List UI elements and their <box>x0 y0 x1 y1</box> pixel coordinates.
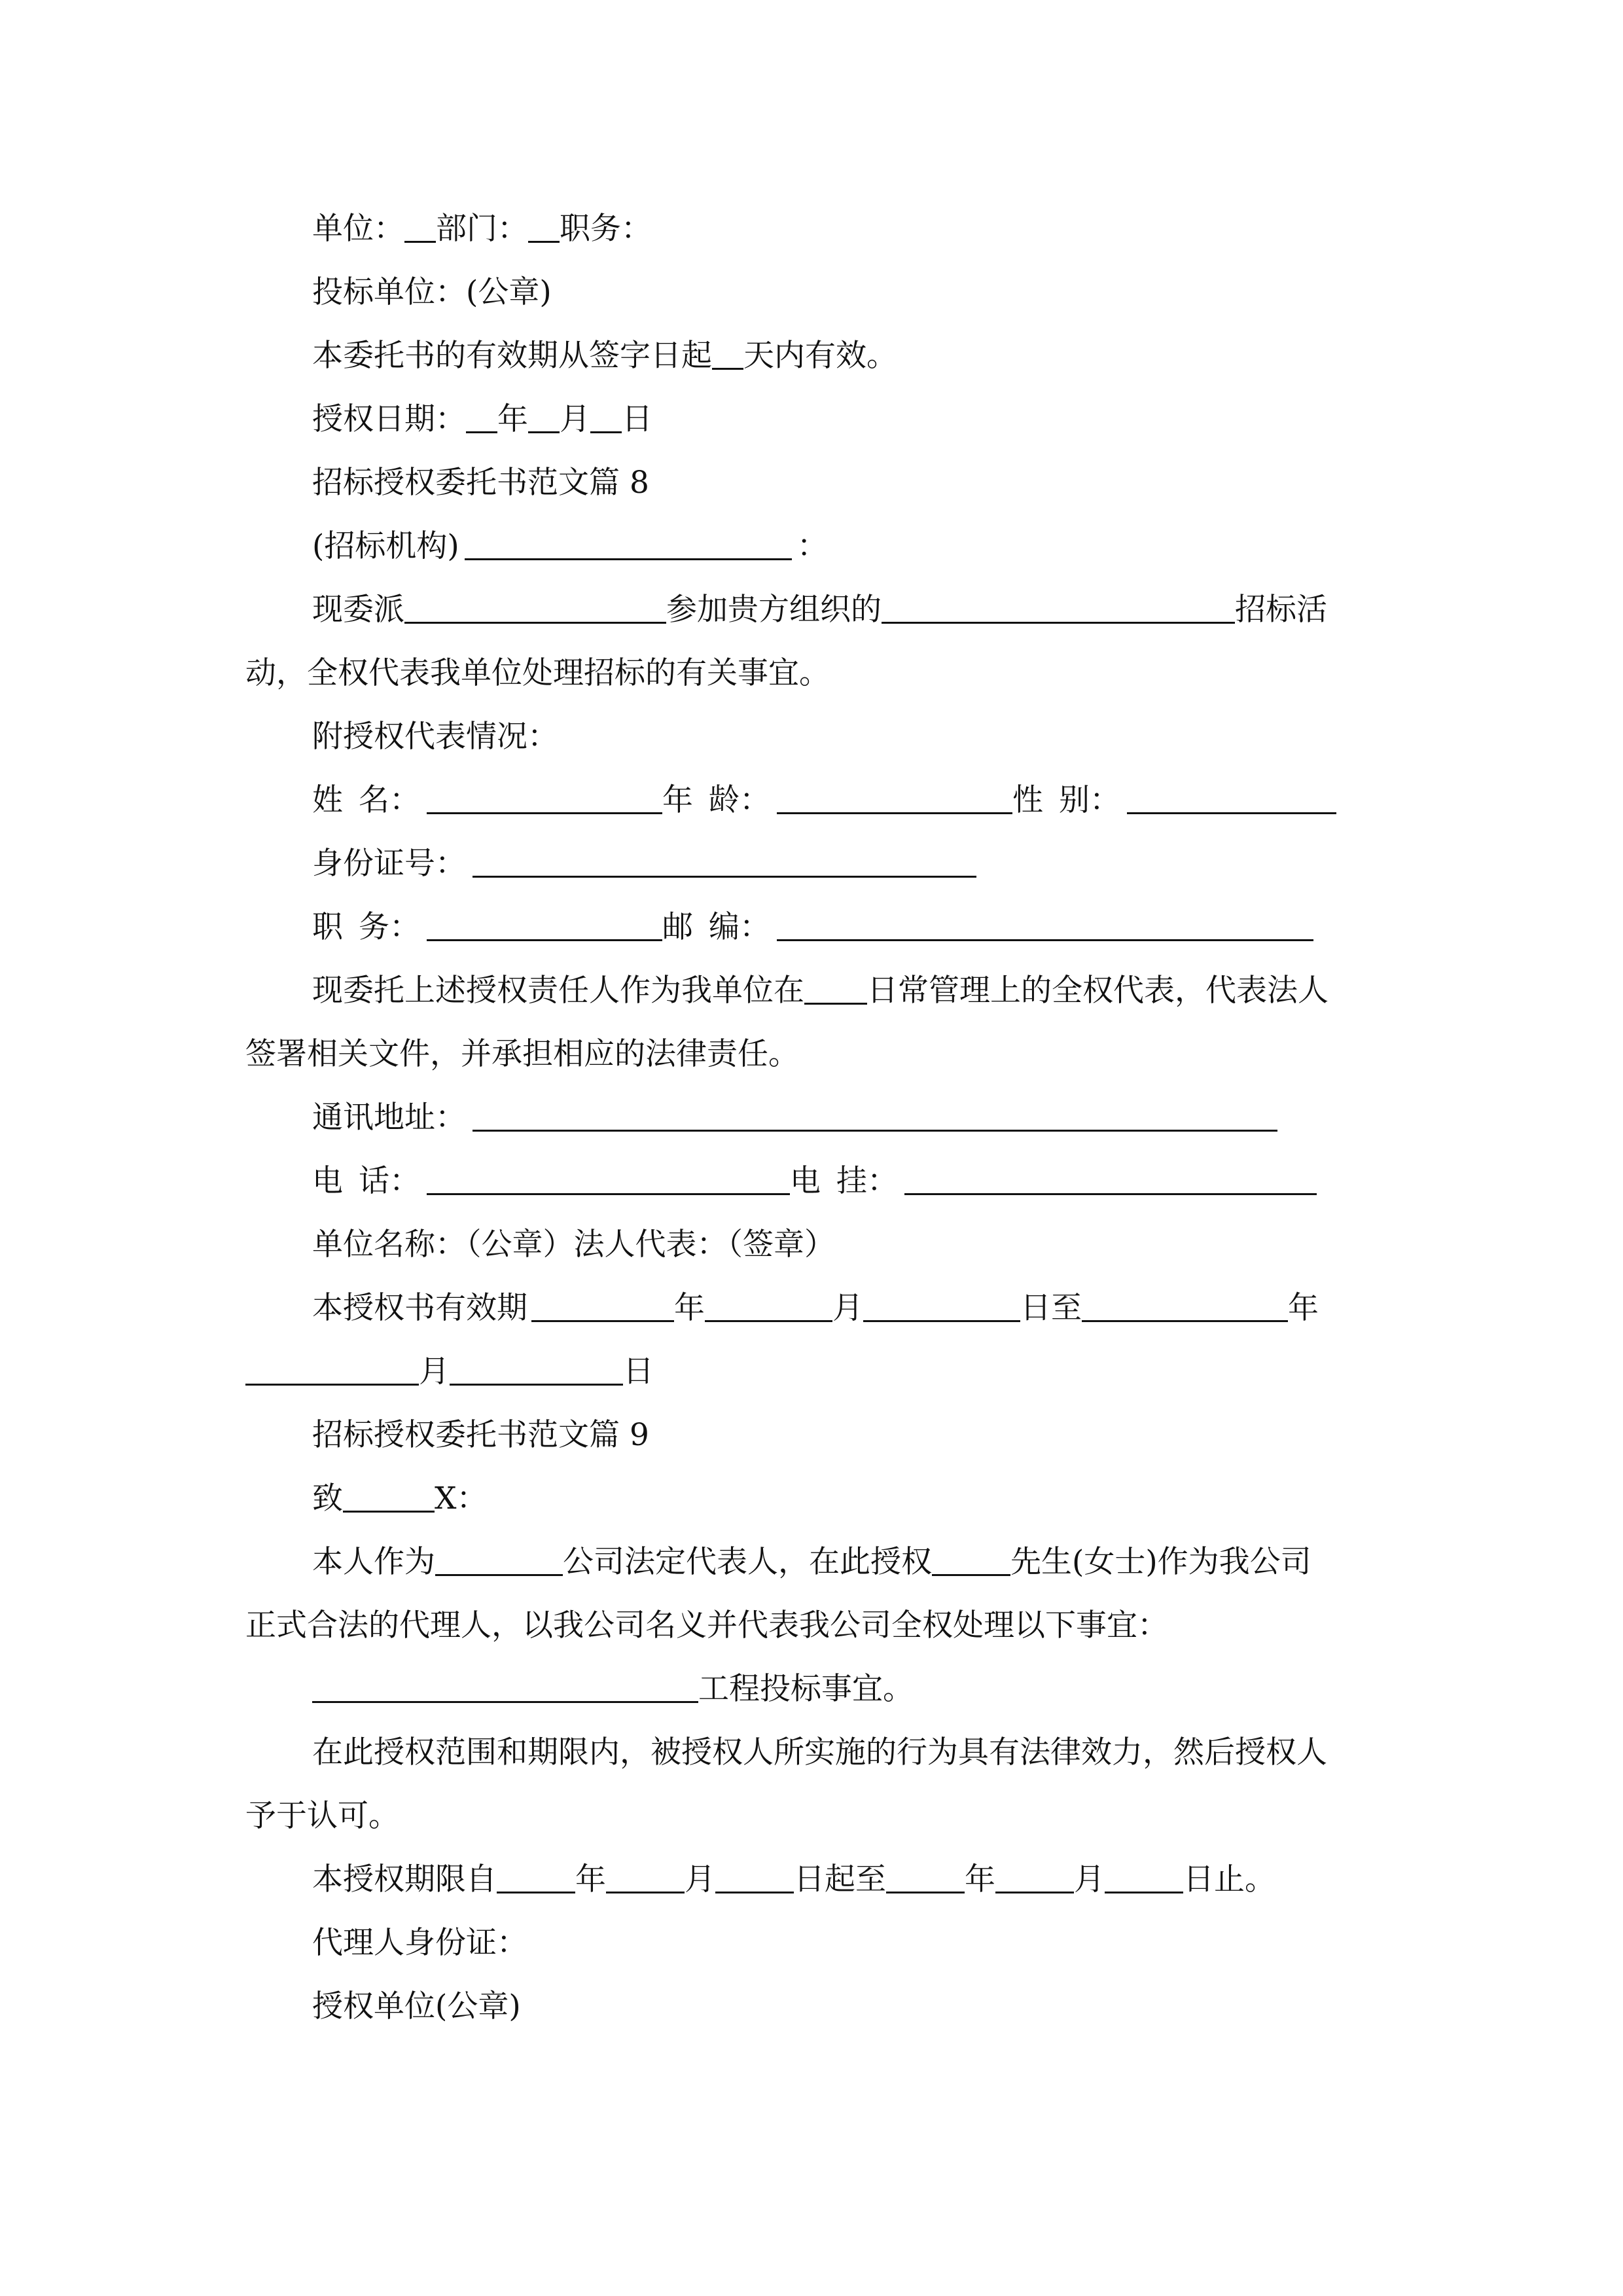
gender-label-2: 别： <box>1059 782 1120 818</box>
position-label: 职务： <box>560 211 652 247</box>
name-label-1: 姓 <box>312 782 343 818</box>
entrust-text-2: 日常管理上的全权代表，代表法人 <box>867 973 1329 1009</box>
entrust-line-cont <box>245 1035 1378 1074</box>
entrust-blank[interactable] <box>804 974 867 1005</box>
year-blank[interactable] <box>466 403 497 433</box>
validity-period-label: 本授权书有效期 <box>312 1290 527 1326</box>
gender-blank[interactable] <box>1127 783 1336 814</box>
name-label-2: 名： <box>359 782 420 818</box>
end-month-label: 月 <box>419 1354 450 1390</box>
tender-agency-blank[interactable] <box>465 529 792 560</box>
auth-text-1: 本人作为 <box>312 1544 435 1580</box>
auth-text-3: 先生(女士)作为我公司 <box>1010 1544 1311 1580</box>
validity-text: 本委托书的有效期从签字日起 <box>312 338 712 374</box>
tender-agency-label: (招标机构) <box>312 528 459 564</box>
validity-period-line <box>312 1289 1444 1328</box>
id-number-line <box>312 844 1444 884</box>
auth-date-label: 授权日期： <box>312 401 466 437</box>
period-start-year-blank[interactable] <box>497 1863 575 1893</box>
unit-name-text: 单位名称：（公章）法人代表：（签章） <box>312 1227 835 1263</box>
period-end-month-label: 月 <box>1074 1861 1105 1897</box>
telegraph-blank[interactable] <box>904 1164 1317 1195</box>
addressee-blank[interactable] <box>343 1482 435 1513</box>
start-year-label: 年 <box>674 1290 705 1326</box>
project-text: 工程投标事宜。 <box>698 1671 914 1707</box>
addressee-suffix: X： <box>435 1480 488 1516</box>
days-blank[interactable] <box>712 339 743 370</box>
period-start-month-label: 月 <box>685 1861 715 1897</box>
postcode-label-1: 邮 <box>662 909 693 945</box>
activity-blank[interactable] <box>882 593 1235 624</box>
age-blank[interactable] <box>777 783 1012 814</box>
scope-line <box>312 1733 1444 1772</box>
telegraph-label-1: 电 <box>790 1163 821 1199</box>
section-title-8: 招标授权委托书范文篇 8 <box>312 465 649 501</box>
id-number-blank[interactable] <box>473 847 976 878</box>
entrust-cont-text: 签署相关文件，并承担相应的法律责任。 <box>245 1036 799 1072</box>
end-day-blank[interactable] <box>450 1355 623 1386</box>
position-label-2: 务： <box>359 909 420 945</box>
end-month-blank[interactable] <box>245 1355 419 1386</box>
validity-suffix: 天内有效。 <box>743 338 897 374</box>
entrust-text: 现委托上述授权责任人作为我单位在 <box>312 973 804 1009</box>
month-label: 月 <box>560 401 590 437</box>
telegraph-label-2: 挂： <box>836 1163 898 1199</box>
bidder-seal-line <box>312 273 1444 312</box>
section-heading-9 <box>312 1416 1444 1455</box>
section-heading-8 <box>312 463 1444 503</box>
start-month-label: 月 <box>832 1290 863 1326</box>
auth-text-2: 公司法定代表人，在此授权 <box>563 1544 932 1580</box>
phone-blank[interactable] <box>427 1164 790 1195</box>
period-end-month-blank[interactable] <box>995 1863 1074 1893</box>
participate-text: 参加贵方组织的 <box>666 592 882 628</box>
rep-info-label: 附授权代表情况： <box>312 719 558 755</box>
delegate-line-cont <box>245 654 1378 693</box>
year-label: 年 <box>497 401 528 437</box>
end-year-label: 年 <box>1288 1290 1319 1326</box>
position-label-1: 职 <box>312 909 343 945</box>
phone-label-2: 话： <box>359 1163 420 1199</box>
company-blank[interactable] <box>435 1545 563 1576</box>
authorization-line <box>312 1543 1444 1582</box>
start-month-blank[interactable] <box>705 1291 832 1322</box>
period-start-day-blank[interactable] <box>715 1863 794 1893</box>
period-end-day-blank[interactable] <box>1105 1863 1183 1893</box>
start-day-blank[interactable] <box>863 1291 1020 1322</box>
month-blank[interactable] <box>528 403 560 433</box>
dept-blank[interactable] <box>404 212 436 243</box>
scope-line-cont <box>245 1797 1378 1836</box>
end-day-label: 日 <box>623 1354 654 1390</box>
unit-name-line <box>312 1225 1444 1265</box>
period-start-day-label: 日起至 <box>794 1861 886 1897</box>
start-year-blank[interactable] <box>531 1291 674 1322</box>
agent-name-blank[interactable] <box>932 1545 1010 1576</box>
authorization-line-cont <box>245 1606 1378 1645</box>
auth-date-line <box>312 400 1444 439</box>
period-end-year-blank[interactable] <box>886 1863 965 1893</box>
phone-line <box>312 1162 1444 1201</box>
section-title-9: 招标授权委托书范文篇 9 <box>312 1417 649 1453</box>
agent-id-line <box>312 1924 1444 1963</box>
period-end-year-label: 年 <box>965 1861 995 1897</box>
validity-line <box>312 336 1444 376</box>
position-blank[interactable] <box>528 212 560 243</box>
period-start-year-label: 年 <box>575 1861 606 1897</box>
day-label: 日 <box>622 401 652 437</box>
age-label-2: 龄： <box>709 782 770 818</box>
period-end-day-label: 日止。 <box>1183 1861 1275 1897</box>
auth-period-line <box>312 1860 1444 1899</box>
address-blank[interactable] <box>473 1101 1277 1132</box>
validity-period-cont <box>245 1352 1378 1391</box>
rep-position-blank[interactable] <box>427 910 662 941</box>
address-line <box>312 1098 1444 1138</box>
period-start-month-blank[interactable] <box>606 1863 685 1893</box>
unit-label: 单位： <box>312 211 404 247</box>
delegate-cont-text: 动，全权代表我单位处理招标的有关事宜。 <box>245 655 830 691</box>
delegate-blank[interactable] <box>404 593 666 624</box>
position-postcode-line <box>312 908 1444 947</box>
delegate-line <box>312 590 1444 630</box>
address-label: 通讯地址： <box>312 1100 466 1136</box>
scope-text: 在此授权范围和期限内，被授权人所实施的行为具有法律效力，然后授权人 <box>312 1734 1327 1770</box>
postcode-blank[interactable] <box>777 910 1313 941</box>
authorizing-unit-label: 授权单位(公章) <box>312 1988 521 2024</box>
tender-agency-line <box>312 527 1444 566</box>
postcode-label-2: 编： <box>709 909 770 945</box>
addressee-line <box>312 1479 1444 1518</box>
unit-dept-position-line <box>312 209 1444 249</box>
bidder-seal-text: 投标单位：(公章) <box>312 274 552 310</box>
project-line <box>312 1670 1444 1709</box>
entrust-line <box>312 971 1444 1011</box>
name-blank[interactable] <box>427 783 662 814</box>
name-age-gender-line <box>312 781 1444 820</box>
project-blank[interactable] <box>312 1672 698 1703</box>
auth-period-label: 本授权期限自 <box>312 1861 497 1897</box>
activity-text: 招标活 <box>1235 592 1327 628</box>
day-blank[interactable] <box>590 403 622 433</box>
agent-id-label: 代理人身份证： <box>312 1925 527 1961</box>
delegate-label: 现委派 <box>312 592 404 628</box>
addressee-label: 致 <box>312 1480 343 1516</box>
age-label-1: 年 <box>662 782 693 818</box>
colon: ： <box>796 528 828 564</box>
auth-cont-text: 正式合法的代理人，以我公司名义并代表我公司全权处理以下事宜： <box>245 1607 1168 1643</box>
id-number-label: 身份证号： <box>312 846 466 882</box>
rep-info-heading <box>312 717 1444 757</box>
start-day-label: 日至 <box>1020 1290 1082 1326</box>
authorizing-unit-line <box>312 1987 1444 2026</box>
gender-label-1: 性 <box>1012 782 1043 818</box>
end-year-blank[interactable] <box>1082 1291 1288 1322</box>
scope-cont-text: 予于认可。 <box>245 1798 399 1834</box>
dept-label: 部门： <box>436 211 528 247</box>
phone-label-1: 电 <box>312 1163 343 1199</box>
